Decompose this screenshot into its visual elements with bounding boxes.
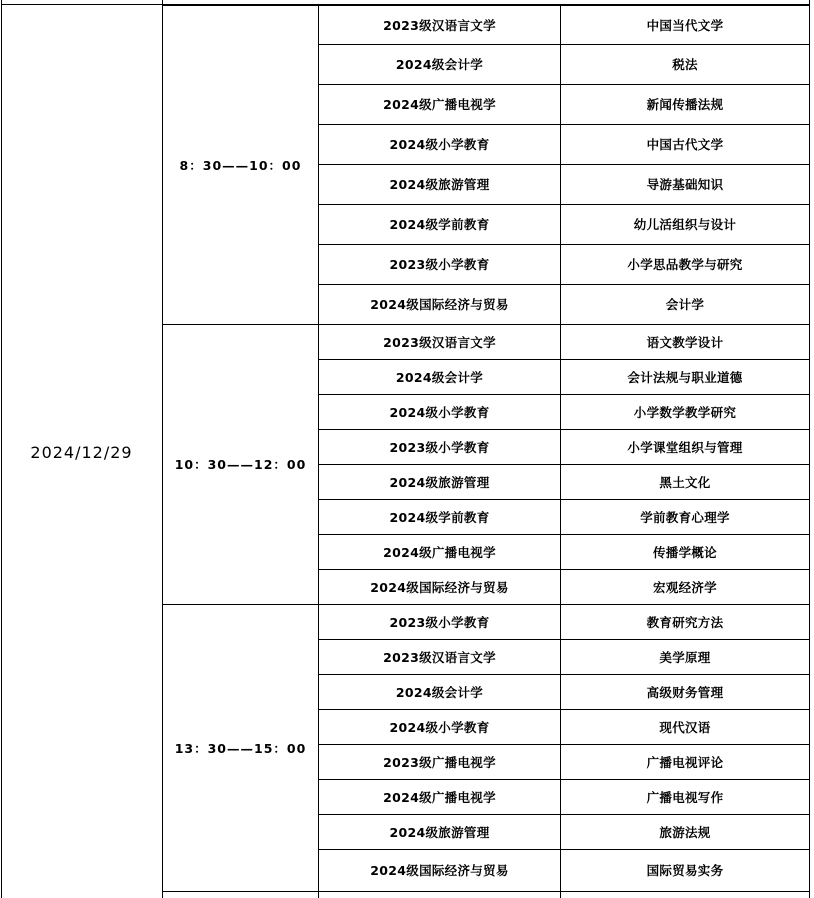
course-name-cell: 广播电视写作 <box>646 789 724 805</box>
class-name-cell: 2024级会计学 <box>395 57 484 72</box>
course-name-cell: 广播电视评论 <box>646 754 724 770</box>
time-slot-cell: 13：30——15：00 <box>174 740 307 756</box>
class-name-cell: 2024级小学教育 <box>389 137 490 152</box>
class-name-cell: 2023级广播电视学 <box>383 754 496 770</box>
class-name-cell: 2024级旅游管理 <box>389 177 490 192</box>
course-name-cell: 国际贸易实务 <box>646 863 724 878</box>
course-name-cell: 小学课堂组织与管理 <box>627 439 743 455</box>
course-name-cell: 黑土文化 <box>659 474 711 490</box>
class-name-cell: 2023级小学教育 <box>389 614 490 630</box>
course-name-cell: 现代汉语 <box>659 719 711 735</box>
course-name-cell: 小学数学教学研究 <box>633 404 737 420</box>
class-name-cell: 2024级广播电视学 <box>383 544 496 560</box>
grid-line-vertical <box>809 0 810 898</box>
course-name-cell: 学前教育心理学 <box>640 509 730 525</box>
course-name-cell: 小学思品教学与研究 <box>627 257 743 272</box>
class-name-cell: 2024级学前教育 <box>389 509 490 525</box>
course-name-cell: 中国古代文学 <box>646 137 724 152</box>
class-name-cell: 2023级汉语言文学 <box>383 17 496 33</box>
time-slot-cell: 8：30——10：00 <box>179 157 302 173</box>
class-name-cell: 2023级小学教育 <box>389 257 490 272</box>
class-name-cell: 2024级学前教育 <box>389 217 490 232</box>
course-name-cell: 会计学 <box>665 297 705 312</box>
class-name-cell: 2024级会计学 <box>395 369 484 385</box>
course-name-cell: 宏观经济学 <box>652 579 717 595</box>
class-name-cell: 2023级小学教育 <box>389 439 490 455</box>
course-name-cell: 旅游法规 <box>659 824 711 840</box>
course-name-cell: 会计法规与职业道德 <box>627 369 743 385</box>
grid-line-horizontal <box>162 891 810 892</box>
course-name-cell: 导游基础知识 <box>646 177 724 192</box>
course-name-cell: 语文教学设计 <box>646 334 724 350</box>
time-slot-cell: 10：30——12：00 <box>174 457 307 472</box>
class-name-cell: 2024级广播电视学 <box>383 97 496 112</box>
class-name-cell: 2024级旅游管理 <box>389 474 490 490</box>
course-name-cell: 教育研究方法 <box>646 614 724 630</box>
class-name-cell: 2024级广播电视学 <box>383 789 496 805</box>
course-name-cell: 美学原理 <box>659 649 711 665</box>
course-name-cell: 传播学概论 <box>652 544 717 560</box>
class-name-cell: 2024级国际经济与贸易 <box>370 863 509 878</box>
course-name-cell: 税法 <box>672 57 698 72</box>
class-name-cell: 2023级汉语言文学 <box>383 649 496 665</box>
course-name-cell: 幼儿活组织与设计 <box>633 217 737 232</box>
class-name-cell: 2024级旅游管理 <box>389 824 490 840</box>
course-name-cell: 新闻传播法规 <box>646 97 724 112</box>
class-name-cell: 2024级国际经济与贸易 <box>370 579 509 595</box>
class-name-cell: 2023级汉语言文学 <box>383 334 496 350</box>
exam-date-cell: 2024/12/29 <box>30 442 133 462</box>
class-name-cell: 2024级会计学 <box>395 684 484 700</box>
class-name-cell: 2024级小学教育 <box>389 404 490 420</box>
grid-line-vertical <box>1 0 2 898</box>
class-name-cell: 2024级小学教育 <box>389 719 490 735</box>
course-name-cell: 中国当代文学 <box>646 17 724 33</box>
class-name-cell: 2024级国际经济与贸易 <box>370 297 509 312</box>
course-name-cell: 高级财务管理 <box>646 684 724 700</box>
